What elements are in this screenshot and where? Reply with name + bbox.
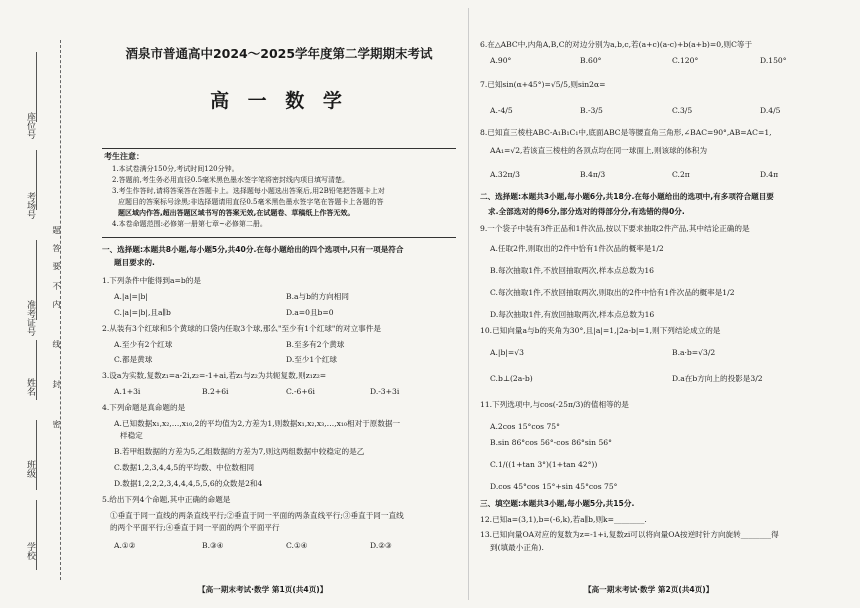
q10-option-c: C.b⊥(2a-b) (490, 374, 533, 383)
q3-option-a: A.1+3i (114, 387, 141, 396)
room-number-label: 考场号 (25, 192, 35, 219)
q3-option-d: D.-3+3i (370, 387, 400, 396)
binding-strip (0, 0, 92, 608)
q11-option-d: D.cos 45°cos 15°+sin 45°cos 75° (490, 482, 618, 491)
exam-id-label: 准考证号 (25, 300, 35, 336)
section-1-heading-cont: 题目要求的. (114, 258, 155, 267)
page-divider (468, 8, 469, 600)
section-2-heading-cont: 求.全部选对的得6分,部分选对的得部分分,有选错的得0分. (488, 207, 685, 216)
seal-char: 密 (52, 420, 61, 430)
page-2-footer: 【高一期末考试·数学 第2页(共4页)】 (584, 585, 714, 594)
q1-option-c: C.|a|=|b|,且a∥b (114, 308, 171, 317)
q2-option-c: C.都是黄球 (114, 355, 153, 364)
q11-option-b: B.sin 86°cos 56°-cos 86°sin 56° (490, 438, 612, 447)
q9-option-d: D.每次抽取1件,有放回抽取两次,样本点总数为16 (490, 310, 655, 319)
exam-title: 酒泉市普通高中2024～2025学年度第二学期期末考试 (125, 46, 433, 61)
q10-option-d: D.a在b方向上的投影是3/2 (672, 374, 763, 383)
q4-option-c: C.数据1,2,3,4,4,5的平均数、中位数相同 (114, 463, 255, 472)
question-13: 13.已知向量OA对应的复数为z=-1+i,复数zi可以将向量OA按逆时针方向旋转________得 (480, 530, 779, 539)
q5-option-a: A.①② (114, 541, 136, 550)
note-item: 应题目的答案标号涂黑;非选择题请用直径0.5毫米黑色墨水签字笔在答题卡上各题的答 (118, 198, 384, 206)
seal-char: 封 (52, 380, 61, 390)
q6-option-b: B.60° (580, 56, 602, 65)
q5-statements-cont: 的两个平面平行;④垂直于同一平面的两个平面平行 (110, 523, 280, 532)
exam-id-line (36, 240, 37, 320)
name-label: 姓名 (25, 378, 35, 396)
q6-option-d: D.150° (760, 56, 787, 65)
question-11: 11.下列选项中,与cos(-25π/3)的值相等的是 (480, 400, 629, 409)
seat-number-label: 座位号 (25, 112, 35, 139)
seal-dashed-line (60, 40, 61, 580)
school-line (36, 500, 37, 570)
q4-option-a-cont: 样稳定 (120, 431, 143, 440)
seal-char: 题 (52, 226, 61, 236)
question-12: 12.已知a=(3,1),b=(-6,k),若a∥b,则k=________. (480, 515, 647, 524)
q8-option-d: D.4π (760, 170, 779, 179)
page-1 (98, 0, 460, 608)
room-number-line (36, 150, 37, 210)
question-5: 5.给出下列4个命题,其中正确的命题是 (102, 495, 231, 504)
q5-option-c: C.①④ (286, 541, 308, 550)
q8-option-c: C.2π (672, 170, 690, 179)
q1-option-a: A.|a|=|b| (114, 292, 148, 301)
question-8: 8.已知直三棱柱ABC-A₁B₁C₁中,底面ABC是等腰直角三角形,∠BAC=90°,AB=AC=1, (480, 128, 772, 137)
q9-option-c: C.每次抽取1件,不放回抽取两次,则取出的2件中恰有1件次品的概率是1/2 (490, 288, 735, 297)
page-2 (478, 0, 854, 608)
q2-option-a: A.至少有2个红球 (114, 340, 173, 349)
note-item: 题区域内作答,超出答题区域书写的答案无效,在试题卷、草稿纸上作答无效。 (118, 209, 355, 217)
seal-char: 内 (52, 300, 61, 310)
q5-statements: ①垂直于同一直线的两条直线平行;②垂直于同一平面的两条直线平行;③垂直于同一直线 (110, 511, 404, 520)
q8-option-a: A.32π/3 (490, 170, 520, 179)
q2-option-d: D.至少1个红球 (286, 355, 338, 364)
seal-char: 要 (52, 262, 61, 272)
q5-option-d: D.②③ (370, 541, 392, 550)
note-item: 1.本试卷满分150分,考试时间120分钟。 (112, 165, 239, 173)
q11-option-a: A.2cos 15°cos 75° (490, 422, 560, 431)
school-label: 学校 (25, 542, 35, 560)
q7-option-c: C.3/5 (672, 106, 693, 115)
question-4: 4.下列命题是真命题的是 (102, 403, 186, 412)
q2-option-b: B.至多有2个黄球 (286, 340, 345, 349)
class-label: 班级 (25, 460, 35, 478)
section-3-heading: 三、填空题:本题共3小题,每小题5分,共15分. (480, 499, 635, 508)
q10-option-a: A.|b|=√3 (490, 348, 524, 357)
question-2: 2.从装有3个红球和5个黄球的口袋内任取3个球,那么"至少有1个红球"的对立事件是 (102, 324, 381, 333)
q8-option-b: B.4π/3 (580, 170, 606, 179)
q7-option-d: D.4/5 (760, 106, 781, 115)
class-line (36, 420, 37, 490)
q9-option-a: A.任取2件,则取出的2件中恰有1件次品的概率是1/2 (490, 244, 664, 253)
q7-option-a: A.-4/5 (490, 106, 513, 115)
q9-option-b: B.每次抽取1件,不放回抽取两次,样本点总数为16 (490, 266, 655, 275)
q3-option-c: C.-6+6i (286, 387, 315, 396)
question-8-cont: AA₁=√2,若该直三棱柱的各顶点均在同一球面上,则该球的体积为 (490, 146, 708, 155)
name-line (36, 340, 37, 400)
page-1-footer: 【高一期末考试·数学 第1页(共4页)】 (198, 585, 328, 594)
q6-option-a: A.90° (490, 56, 512, 65)
q11-option-c: C.1/((1+tan 3°)(1+tan 42°)) (490, 460, 598, 469)
q5-option-b: B.③④ (202, 541, 224, 550)
q4-option-b: B.若甲组数据的方差为5,乙组数据的方差为7,则这两组数据中较稳定的是乙 (114, 447, 365, 456)
note-item: 4.本卷命题范围:必修第一册第七章~必修第二册。 (112, 220, 267, 228)
seal-char: 不 (52, 282, 61, 292)
notes-heading: 考生注意： (104, 152, 144, 161)
q1-option-b: B.a与b的方向相同 (286, 292, 349, 301)
q6-option-c: C.120° (672, 56, 699, 65)
question-6: 6.在△ABC中,内角A,B,C的对边分别为a,b,c,若(a+c)(a-c)+b(a+b)=0,则C等于 (480, 40, 753, 49)
question-1: 1.下列条件中能得到a=b的是 (102, 276, 201, 285)
subject-title: 高 一 数 学 (210, 90, 348, 112)
question-7: 7.已知sin(α+45°)=√5/5,则sin2α= (480, 80, 606, 89)
section-1-heading: 一、选择题:本题共8小题,每小题5分,共40分.在每小题给出的四个选项中,只有一项是符合 (102, 245, 404, 254)
note-item: 3.考生作答时,请将答案答在答题卡上。选择题每小题选出答案后,用2B铅笔把答题卡上对 (112, 187, 385, 195)
question-3: 3.设a为实数,复数z₁=a-2i,z₂=-1+ai,若z₁与z₂为共轭复数,则z₁z₂= (102, 371, 327, 380)
q7-option-b: B.-3/5 (580, 106, 603, 115)
q4-option-a: A.已知数据x₁,x₂,…,x₁₀,2的平均值为2,方差为1,则数据x₁,x₂,x₃,…,x₁₀相对于原数据一 (114, 419, 401, 428)
question-9: 9.一个袋子中装有3件正品和1件次品,按以下要求抽取2件产品,其中结论正确的是 (480, 224, 750, 233)
q10-option-b: B.a·b=√3/2 (672, 348, 716, 357)
q3-option-b: B.2+6i (202, 387, 229, 396)
seal-char: 线 (52, 340, 61, 350)
question-13-cont: 到(填最小正角). (490, 543, 544, 552)
q4-option-d: D.数据1,2,2,2,3,4,4,4,5,5,6的众数是2和4 (114, 479, 263, 488)
seal-char: 答 (52, 244, 61, 254)
section-2-heading: 二、选择题:本题共3小题,每小题6分,共18分.在每小题给出的选项中,有多项符合题目要 (480, 192, 774, 201)
note-item: 2.答题前,考生务必用直径0.5毫米黑色墨水签字笔将密封线内项目填写清楚。 (112, 176, 350, 184)
q1-option-d: D.a=0且b=0 (286, 308, 334, 317)
question-10: 10.已知向量a与b的夹角为30°,且|a|=1,|2a-b|=1,则下列结论成立的是 (480, 326, 721, 335)
seat-number-line (36, 52, 37, 122)
